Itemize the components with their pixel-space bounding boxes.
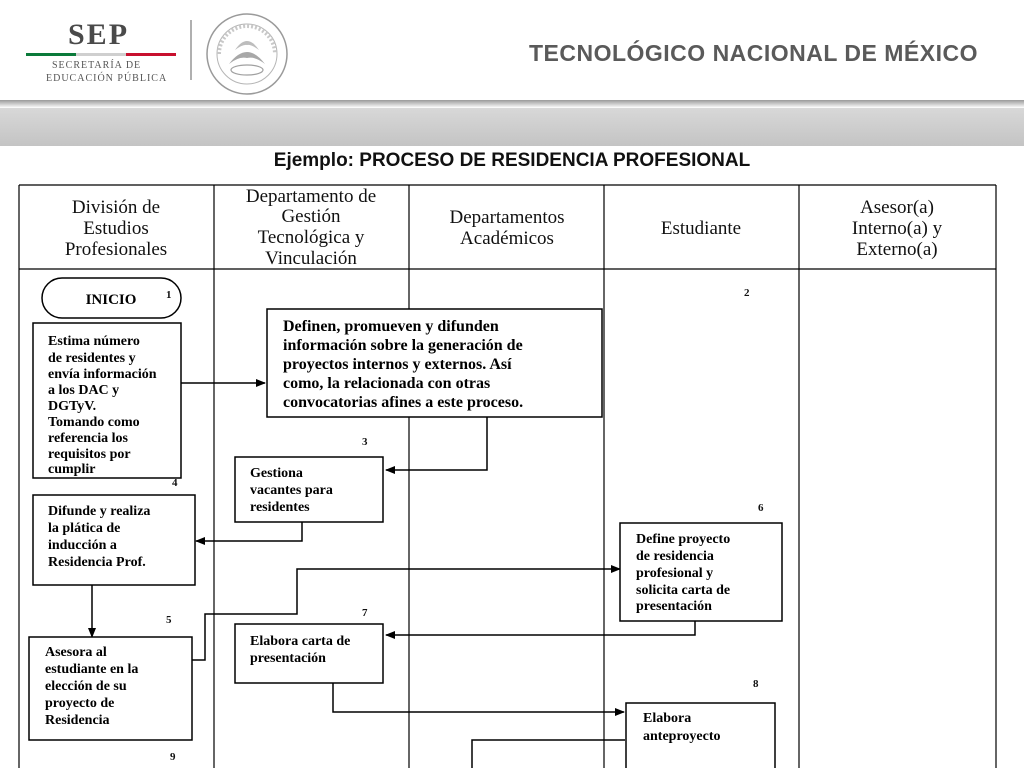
node-2-line-1: Definen, promueven y difunden <box>283 318 499 335</box>
lane-header-1-line-1: División de <box>71 197 161 218</box>
lane-header-1 <box>65 197 167 260</box>
node-7 <box>235 624 383 683</box>
lane-header-5-line-2: Interno(a) y <box>851 218 943 239</box>
node-1-line-9: cumplir <box>48 462 96 477</box>
node-1-line-1: Estima número <box>48 334 140 349</box>
step-number-9: 9 <box>170 751 176 763</box>
node-1-line-8: requisitos por <box>48 447 131 462</box>
lane-header-4 <box>661 218 741 239</box>
arrow-3-to-4 <box>196 522 302 541</box>
node-1-line-5: DGTyV. <box>48 399 97 414</box>
lane-header-2-line-2: Gestión <box>281 206 341 227</box>
lane-header-2-line-3: Tecnológica y <box>257 227 365 248</box>
node-6-line-2: de residencia <box>636 549 714 564</box>
node-3-line-1: Gestiona <box>250 466 303 481</box>
sep-logo-line2: EDUCACIÓN PÚBLICA <box>46 73 168 84</box>
node-4-line-2: la plática de <box>48 521 121 536</box>
node-6-line-4: solicita carta de <box>636 583 731 598</box>
node-6-line-5: presentación <box>636 599 712 614</box>
step-number-7: 7 <box>362 607 368 619</box>
node-5-line-2: estudiante en la <box>45 662 139 677</box>
node-3 <box>235 457 383 522</box>
step-number-2: 2 <box>744 287 750 299</box>
node-2-line-5: convocatorias afines a este proceso. <box>283 394 524 411</box>
node-1-line-6: Tomando como <box>48 415 140 430</box>
node-2-line-3: proyectos internos y externos. Así <box>283 356 512 373</box>
node-1-line-3: envía información <box>48 367 157 382</box>
lane-header-1-line-3: Profesionales <box>64 239 168 260</box>
node-7-line-1: Elabora carta de <box>250 634 351 649</box>
node-5-line-3: elección de su <box>45 679 127 694</box>
step-number-8: 8 <box>753 678 759 690</box>
lane-header-4-line-1: Estudiante <box>660 218 742 239</box>
node-6-line-1: Define proyecto <box>636 532 731 547</box>
step-number-4: 4 <box>172 477 178 489</box>
step-number-3: 3 <box>362 436 368 448</box>
lane-header-2-line-1: Departamento de <box>245 186 377 207</box>
node-4 <box>33 495 195 585</box>
node-4-line-4: Residencia Prof. <box>48 555 146 570</box>
sep-logo-line1: SECRETARÍA DE <box>52 60 142 71</box>
arrow-8-continue <box>472 740 625 768</box>
slide-title-text: Ejemplo: PROCESO DE RESIDENCIA PROFESIONAL <box>273 150 751 171</box>
lane-header-1-line-2: Estudios <box>83 218 149 239</box>
lane-header-5-line-3: Externo(a) <box>856 239 938 260</box>
lane-header-2-line-4: Vinculación <box>265 248 357 269</box>
node-2-line-4: como, la relacionada con otras <box>283 375 491 392</box>
node-5 <box>29 637 192 740</box>
node-2 <box>267 309 602 417</box>
node-6 <box>620 523 782 621</box>
node-6-line-3: profesional y <box>636 566 714 581</box>
step-number-5: 5 <box>166 614 172 626</box>
step-number-6: 6 <box>758 502 764 514</box>
node-2-line-2: información sobre la generación de <box>283 337 523 354</box>
node-5-line-1: Asesora al <box>45 645 107 660</box>
step-number-1: 1 <box>166 289 172 301</box>
lane-header-2 <box>246 186 376 269</box>
node-1 <box>33 323 181 478</box>
node-5-line-5: Residencia <box>45 713 110 728</box>
sep-logo-text: SEP <box>68 18 130 51</box>
node-3-line-2: vacantes para <box>250 483 333 498</box>
node-5-line-4: proyecto de <box>45 696 115 711</box>
lane-header-5-line-1: Asesor(a) <box>860 197 934 218</box>
start-label: INICIO <box>85 292 137 308</box>
arrow-7-to-8 <box>333 683 624 712</box>
node-1-line-2: de residentes y <box>48 351 136 366</box>
node-1-line-7: referencia los <box>48 431 128 446</box>
node-4-line-1: Difunde y realiza <box>48 504 151 519</box>
lane-header-5 <box>852 197 943 260</box>
node-4-line-3: inducción a <box>48 538 117 553</box>
start-node <box>42 278 181 318</box>
node-8-line-2: anteproyecto <box>643 729 721 744</box>
node-1-line-4: a los DAC y <box>48 383 120 398</box>
lane-header-3-line-2: Académicos <box>460 228 554 249</box>
arrow-6-to-7 <box>386 621 695 635</box>
lane-header-3-line-1: Departamentos <box>449 207 565 228</box>
node-8-line-1: Elabora <box>643 711 692 726</box>
node-3-line-3: residentes <box>250 500 310 515</box>
node-7-line-2: presentación <box>250 651 326 666</box>
lane-header-3 <box>449 207 564 249</box>
institution-name: TECNOLÓGICO NACIONAL DE MÉXICO <box>528 40 978 66</box>
node-8 <box>626 703 775 768</box>
arrow-2-to-3 <box>386 417 487 470</box>
